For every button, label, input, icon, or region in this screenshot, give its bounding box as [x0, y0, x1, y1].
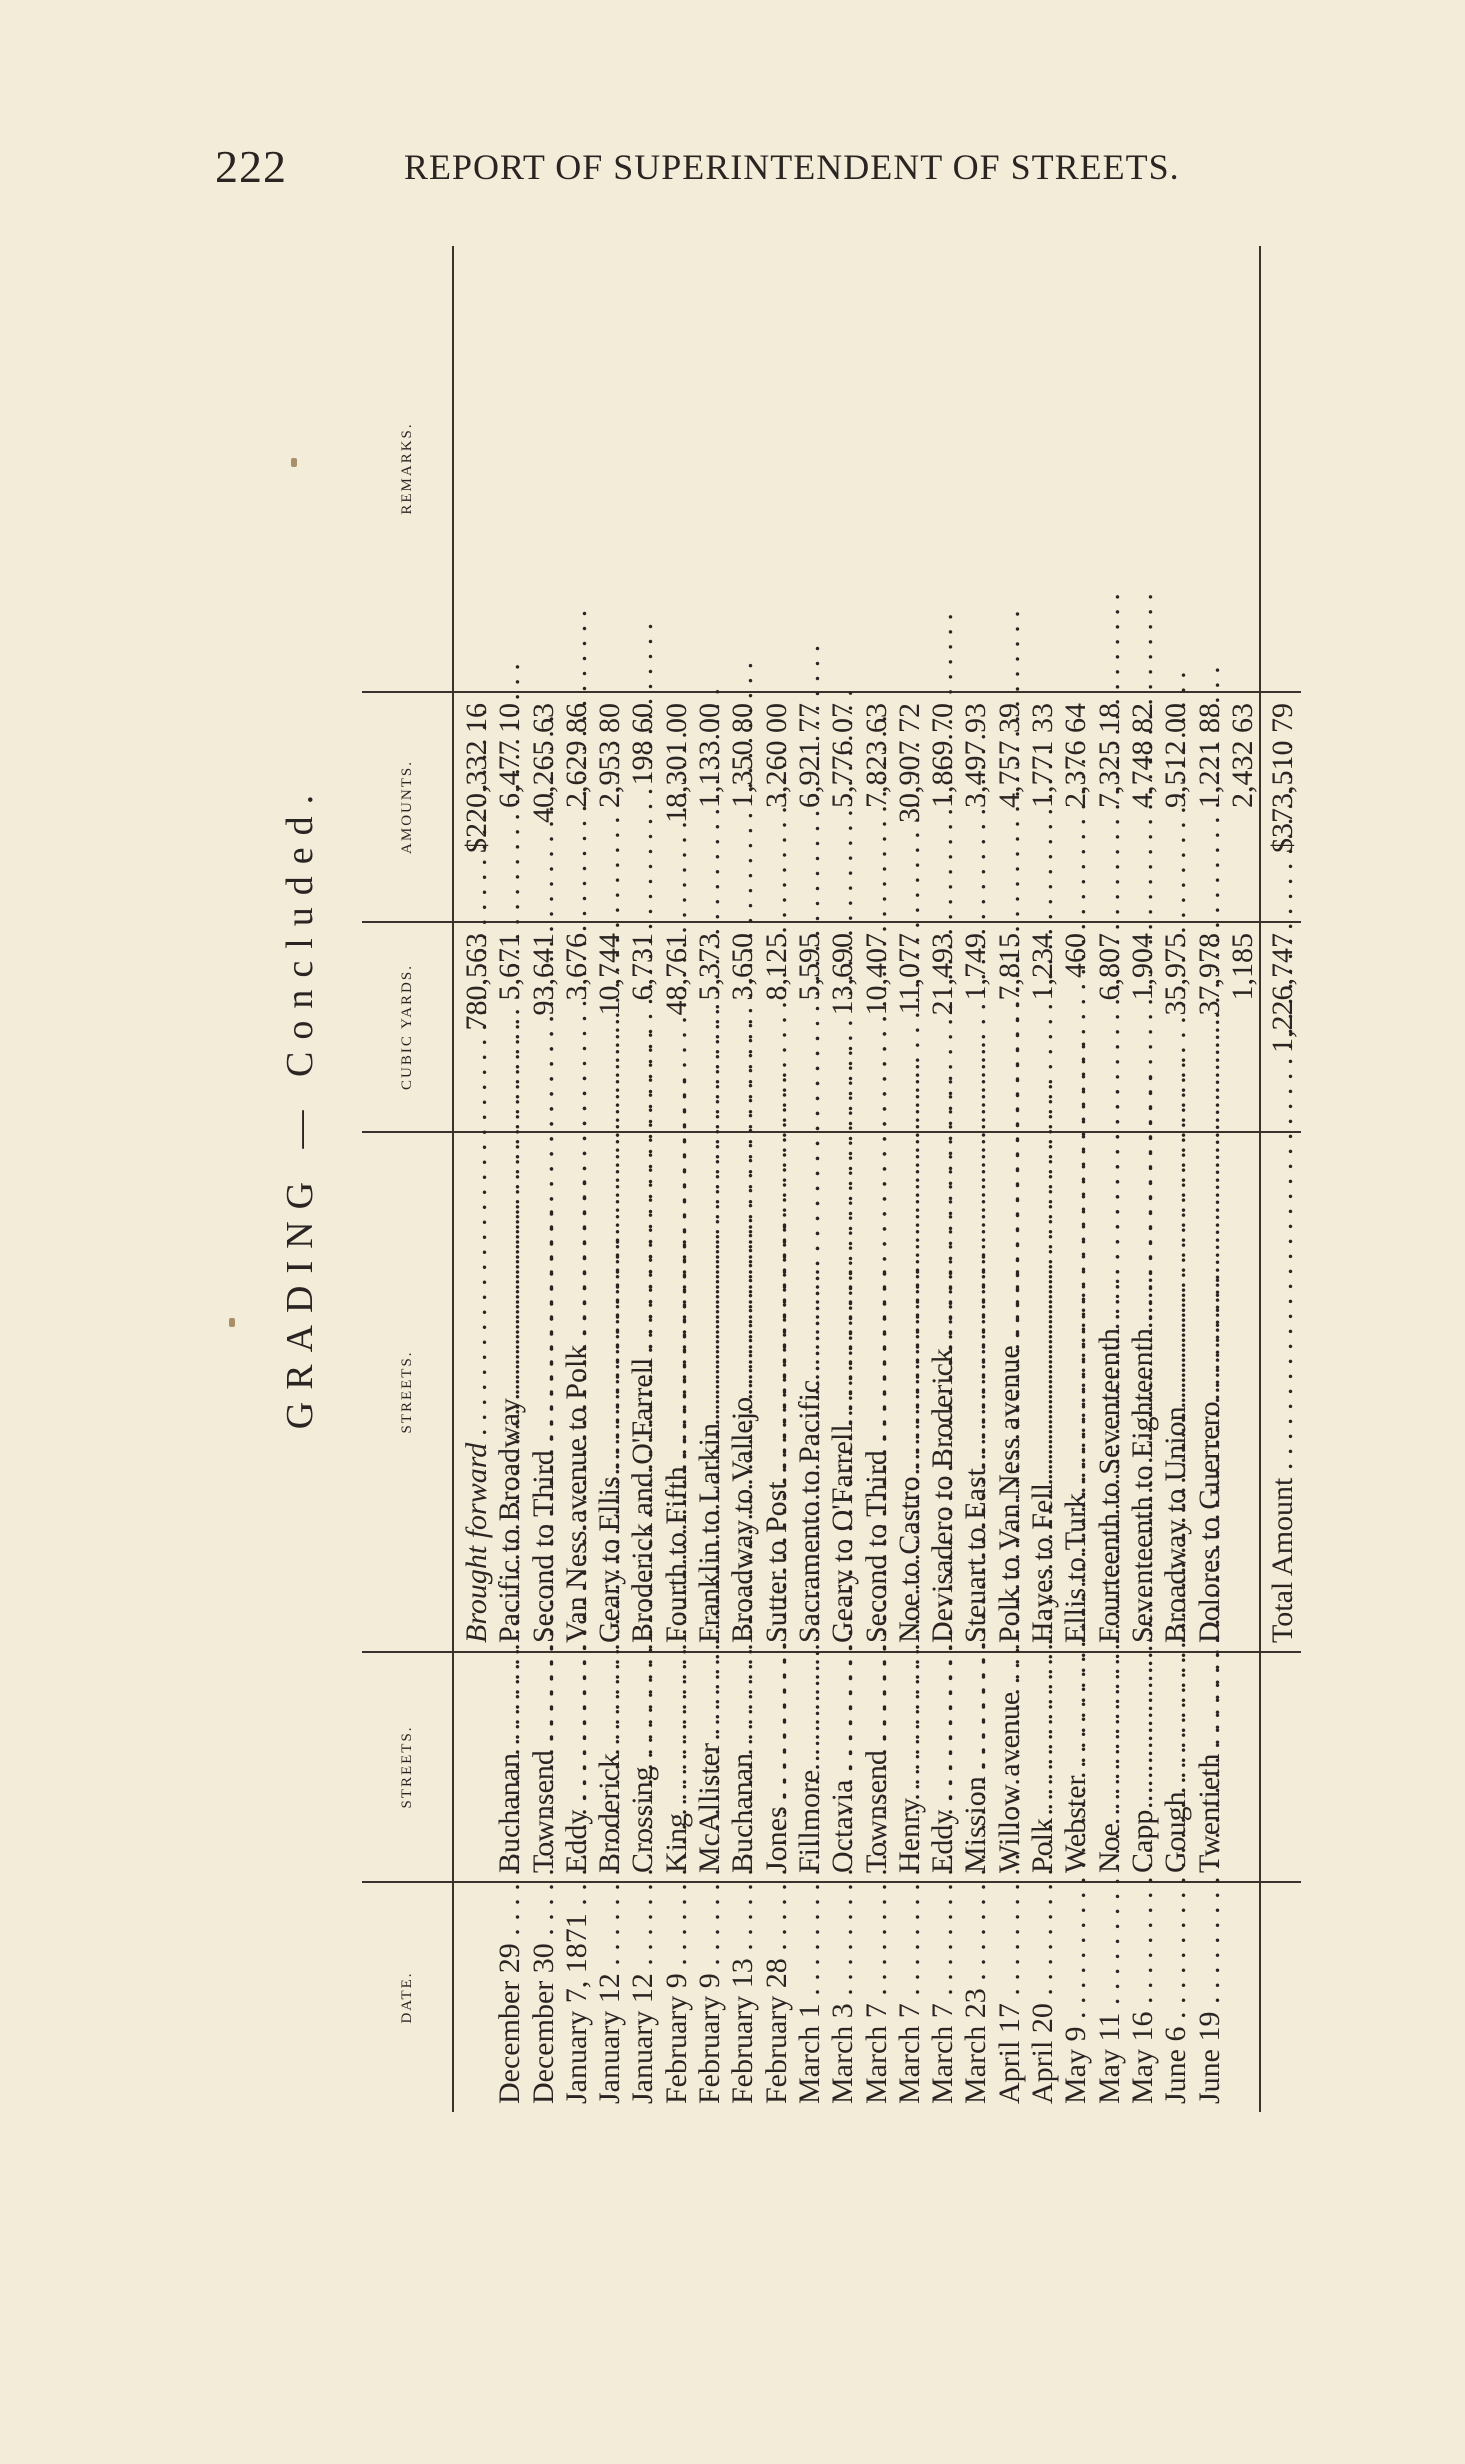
row-between: [860, 1133, 893, 1651]
row-between-text: Ellis to Turk: [1059, 1492, 1093, 1643]
row-street-text: Willow avenue: [992, 1691, 1026, 1873]
row-street-text: Buchanan: [726, 1753, 760, 1873]
row-street: [1093, 1653, 1126, 1881]
street-column: [453, 1652, 1260, 1882]
total-empty-date: [1260, 1882, 1301, 2112]
row-between: [593, 1133, 626, 1651]
row-between-text: Broadway to Union: [1159, 1406, 1193, 1643]
page-smudge: [291, 458, 297, 467]
row-street-text: Henry: [892, 1798, 926, 1873]
row-street: [860, 1653, 893, 1881]
row-cubic-text: 1,904: [1125, 933, 1159, 1001]
row-amount-text: 7,823 63: [859, 703, 893, 808]
total-row: [1260, 246, 1301, 2112]
row-date-text: March 23: [959, 1988, 993, 2104]
row-street-text: Polk: [1026, 1817, 1060, 1873]
body-row: [453, 246, 1260, 2112]
row-cubic-text: 37,978: [1192, 933, 1226, 1016]
row-date-text: April 20: [1026, 2003, 1060, 2104]
row-date-text: March 7: [859, 2003, 893, 2104]
date-column: [453, 1882, 1260, 2112]
row-street: [826, 1653, 859, 1881]
total-label-text: Total Amount: [1266, 1477, 1300, 1643]
row-between: [1226, 1133, 1259, 1651]
row-street-text: Townsend: [859, 1750, 893, 1873]
row-between-text: Noe to Castro: [892, 1476, 926, 1643]
row-between-text: Brought forward: [460, 1442, 493, 1643]
row-street: [626, 1653, 659, 1881]
row-street: [893, 1653, 926, 1881]
row-date-text: January 12: [626, 1973, 660, 2104]
between-column: [453, 1132, 1260, 1652]
row-between-text: Broderick and O'Farrell: [626, 1357, 660, 1643]
row-date: [1159, 1883, 1192, 2112]
row-street: [527, 1653, 560, 1881]
row-between: [826, 1133, 859, 1651]
row-street-text: Crossing: [626, 1766, 660, 1873]
row-date-text: December 29: [493, 1943, 527, 2104]
row-cubic-text: 7,815: [992, 933, 1026, 1001]
row-date: [793, 1883, 826, 2112]
row-between-text: Polk to Van Ness avenue: [992, 1345, 1026, 1643]
row-amount-text: 6,921 77: [792, 703, 826, 808]
row-cubic-text: 10,407: [859, 933, 893, 1016]
row-between: [460, 1133, 493, 1651]
row-between-text: Hayes to Fell: [1026, 1483, 1060, 1643]
row-date: [693, 1883, 726, 2112]
row-between: [1059, 1133, 1092, 1651]
row-between: [493, 1133, 526, 1651]
row-date: [1093, 1883, 1126, 2112]
row-cubic-text: 1,185: [1225, 933, 1259, 1001]
row-cubic-text: 5,373: [693, 933, 727, 1001]
row-date: [926, 1883, 959, 2112]
row-date-text: December 30: [526, 1943, 560, 2104]
row-between: [693, 1133, 726, 1651]
row-date-text: June 19: [1192, 2011, 1226, 2104]
row-street-text: Noe: [1092, 1823, 1126, 1873]
row-amount-text: $220,332 16: [460, 703, 493, 853]
row-between: [993, 1133, 1026, 1651]
row-cubic-text: 780,563: [460, 933, 493, 1031]
row-street-text: Broderick: [593, 1753, 627, 1873]
rotated-table: [362, 246, 1300, 2112]
row-date-text: May 11: [1092, 2012, 1126, 2104]
row-between: [560, 1133, 593, 1651]
row-date: [593, 1883, 626, 2112]
row-date: [1026, 1883, 1059, 2112]
row-amount-text: 9,512 00: [1159, 703, 1193, 808]
row-street: [726, 1653, 759, 1881]
row-between-text: Geary to O'Farrell: [826, 1424, 860, 1643]
row-street: [660, 1653, 693, 1881]
row-street-text: McAllister: [693, 1743, 727, 1873]
row-date: [993, 1883, 1026, 2112]
row-street-text: Webster: [1059, 1775, 1093, 1873]
row-cubic-text: 11,077: [892, 933, 926, 1015]
row-street-text: King: [659, 1813, 693, 1873]
row-date: [1059, 1883, 1092, 2112]
row-between-text: Pacific to Broadway: [493, 1398, 527, 1643]
row-cubic-text: 21,493: [926, 933, 960, 1016]
header-remarks: REMARKS.: [362, 246, 453, 692]
side-title: GRADING — Concluded.: [279, 782, 321, 1430]
row-cubic-text: 1,234: [1026, 933, 1060, 1001]
row-street-text: Mission: [959, 1776, 993, 1873]
row-date: [860, 1883, 893, 2112]
row-street: [1126, 1653, 1159, 1881]
row-between-text: Seventeenth to Eighteenth: [1125, 1328, 1159, 1643]
row-street: [460, 1653, 493, 1881]
row-between-text: Second to Third: [526, 1450, 560, 1643]
row-date-text: March 1: [792, 2003, 826, 2104]
row-between-text: Steuart to East: [959, 1468, 993, 1643]
row-cubic: [1226, 923, 1259, 1131]
row-between: [660, 1133, 693, 1651]
row-amount-text: 6,477 10: [493, 703, 527, 808]
row-between: [726, 1133, 759, 1651]
row-street: [1026, 1653, 1059, 1881]
total-amount: $373,510 79: [1260, 692, 1301, 922]
total-cubic: 1,226,747: [1260, 922, 1301, 1132]
row-between: [626, 1133, 659, 1651]
row-date: [660, 1883, 693, 2112]
row-date-text: January 7, 1871: [559, 1913, 593, 2104]
row-amount-text: 2,432 63: [1225, 703, 1259, 808]
row-cubic-text: 3,650: [726, 933, 760, 1001]
row-amount-text: 4,757 39: [992, 703, 1026, 808]
row-between-text: Fourteenth to Seventeenth: [1092, 1328, 1126, 1643]
row-between-text: Franklin to Larkin: [693, 1423, 727, 1643]
row-street-text: Eddy: [559, 1809, 593, 1873]
row-between-text: Sutter to Post: [759, 1481, 793, 1643]
row-amount-text: 3,497 93: [959, 703, 993, 808]
row-street: [1193, 1653, 1226, 1881]
row-between: [527, 1133, 560, 1651]
row-street: [760, 1653, 793, 1881]
row-cubic-text: 35,975: [1159, 933, 1193, 1016]
row-amount-text: 18,301 00: [659, 703, 693, 823]
row-between: [959, 1133, 992, 1651]
row-date: [460, 1883, 493, 2112]
row-amount-text: 1,869 70: [926, 703, 960, 808]
row-cubic-text: 6,731: [626, 933, 660, 1001]
row-date: [493, 1883, 526, 2112]
row-street-text: Buchanan: [493, 1753, 527, 1873]
row-street-text: Fillmore: [792, 1769, 826, 1873]
row-date-text: June 6: [1159, 2026, 1193, 2104]
row-between: [760, 1133, 793, 1651]
row-cubic-text: 460: [1059, 933, 1093, 978]
row-between-text: Broadway to Vallejo: [726, 1396, 760, 1643]
row-cubic-text: 3,676: [559, 933, 593, 1001]
row-street: [1226, 1653, 1259, 1881]
row-between: [1093, 1133, 1126, 1651]
row-street: [560, 1653, 593, 1881]
row-street-text: Townsend: [526, 1750, 560, 1873]
row-amount-text: 7,325 18: [1092, 703, 1126, 808]
row-amount-text: 40,265 63: [526, 703, 560, 823]
row-amount-text: 1,771 33: [1026, 703, 1060, 808]
row-cubic-text: 10,744: [593, 933, 627, 1016]
row-street: [493, 1653, 526, 1881]
row-date-text: April 17: [992, 2003, 1026, 2104]
running-head: REPORT OF SUPERINTENDENT OF STREETS.: [404, 147, 1180, 187]
row-date: [726, 1883, 759, 2112]
row-date: [1193, 1883, 1226, 2112]
row-date: [959, 1883, 992, 2112]
row-amount-text: 1,350 80: [726, 703, 760, 808]
row-street-text: Octavia: [826, 1779, 860, 1873]
row-date: [626, 1883, 659, 2112]
row-street-text: Eddy: [926, 1809, 960, 1873]
row-street-text: Capp: [1125, 1809, 1159, 1873]
row-between-text: Dolores to Guerrero: [1192, 1401, 1226, 1643]
row-date-text: February 28: [759, 1958, 793, 2104]
row-street-text: Jones: [759, 1806, 793, 1873]
row-date-text: May 16: [1125, 2011, 1159, 2104]
header-date: DATE.: [362, 1882, 453, 2112]
header-street: STREETS.: [362, 1652, 453, 1882]
total-label: [1260, 1132, 1301, 1652]
row-date: [1226, 1883, 1259, 2112]
row-amount-text: 4,748 82: [1125, 703, 1159, 808]
header-between: STREETS.: [362, 1132, 453, 1652]
row-date: [893, 1883, 926, 2112]
page-number: 222: [215, 141, 287, 192]
row-between: [1193, 1133, 1226, 1651]
row-cubic-text: 5,595: [792, 933, 826, 1001]
row-street: [993, 1653, 1026, 1881]
row-date-text: February 9: [659, 1973, 693, 2104]
page-smudge: [229, 1318, 235, 1327]
header-amounts: AMOUNTS.: [362, 692, 453, 922]
row-date-text: March 7: [926, 2003, 960, 2104]
row-cubic-text: 13,690: [826, 933, 860, 1016]
row-date: [826, 1883, 859, 2112]
row-street: [959, 1653, 992, 1881]
row-cubic-text: 1,749: [959, 933, 993, 1001]
row-cubic-text: 6,807: [1092, 933, 1126, 1001]
row-amount-text: 2,953 80: [593, 703, 627, 808]
row-amount-text: 5,776 07: [826, 703, 860, 808]
row-date-text: March 3: [826, 2003, 860, 2104]
row-street: [693, 1653, 726, 1881]
total-empty-street: [1260, 1652, 1301, 1882]
row-street-text: Twentieth: [1192, 1753, 1226, 1873]
row-amount-text: 2,629 86: [559, 703, 593, 808]
row-between-text: Van Ness avenue to Polk: [559, 1344, 593, 1643]
row-date-text: February 13: [726, 1958, 760, 2104]
row-amount-text: 1,221 88: [1192, 703, 1226, 808]
grading-table-frame: [362, 246, 1300, 2112]
row-between-text: Second to Third: [859, 1450, 893, 1643]
grading-table: [362, 246, 1301, 2112]
row-between-text: Sacramento to Pacific: [792, 1379, 826, 1643]
row-between: [1026, 1133, 1059, 1651]
row-between: [926, 1133, 959, 1651]
row-amount-text: 198 60: [626, 703, 660, 786]
row-between: [893, 1133, 926, 1651]
row-street: [793, 1653, 826, 1881]
row-date-text: January 12: [593, 1973, 627, 2104]
row-date: [560, 1883, 593, 2112]
row-between-text: Fourth to Fifth: [659, 1466, 693, 1643]
header-row: [362, 246, 453, 2112]
row-between: [1126, 1133, 1159, 1651]
row-street: [1059, 1653, 1092, 1881]
row-cubic-text: 93,641: [526, 933, 560, 1016]
row-cubic-text: 5,671: [493, 933, 527, 1001]
row-between: [793, 1133, 826, 1651]
row-date: [527, 1883, 560, 2112]
row-street: [1159, 1653, 1192, 1881]
row-cubic-text: 8,125: [759, 933, 793, 1001]
row-cubic-text: 48,761: [659, 933, 693, 1016]
row-amount-text: 3,260 00: [759, 703, 793, 808]
row-date: [1126, 1883, 1159, 2112]
row-between: [1159, 1133, 1192, 1651]
row-date: [760, 1883, 793, 2112]
row-street-text: Gough: [1159, 1791, 1193, 1873]
row-date-text: March 7: [892, 2003, 926, 2104]
row-between-text: Devisadero to Broderick: [926, 1348, 960, 1643]
total-remarks: [1260, 246, 1301, 692]
row-street: [926, 1653, 959, 1881]
row-street: [593, 1653, 626, 1881]
row-amount-text: 2,376 64: [1059, 703, 1093, 808]
row-amount-text: 1,133 00: [693, 703, 727, 808]
header-cubic: CUBIC YARDS.: [362, 922, 453, 1132]
row-amount: [1226, 693, 1259, 921]
row-date-text: February 9: [693, 1973, 727, 2104]
row-between-text: Geary to Ellis: [593, 1476, 627, 1643]
row-date-text: May 9: [1059, 2026, 1093, 2104]
row-amount-text: 30,907 72: [892, 703, 926, 823]
